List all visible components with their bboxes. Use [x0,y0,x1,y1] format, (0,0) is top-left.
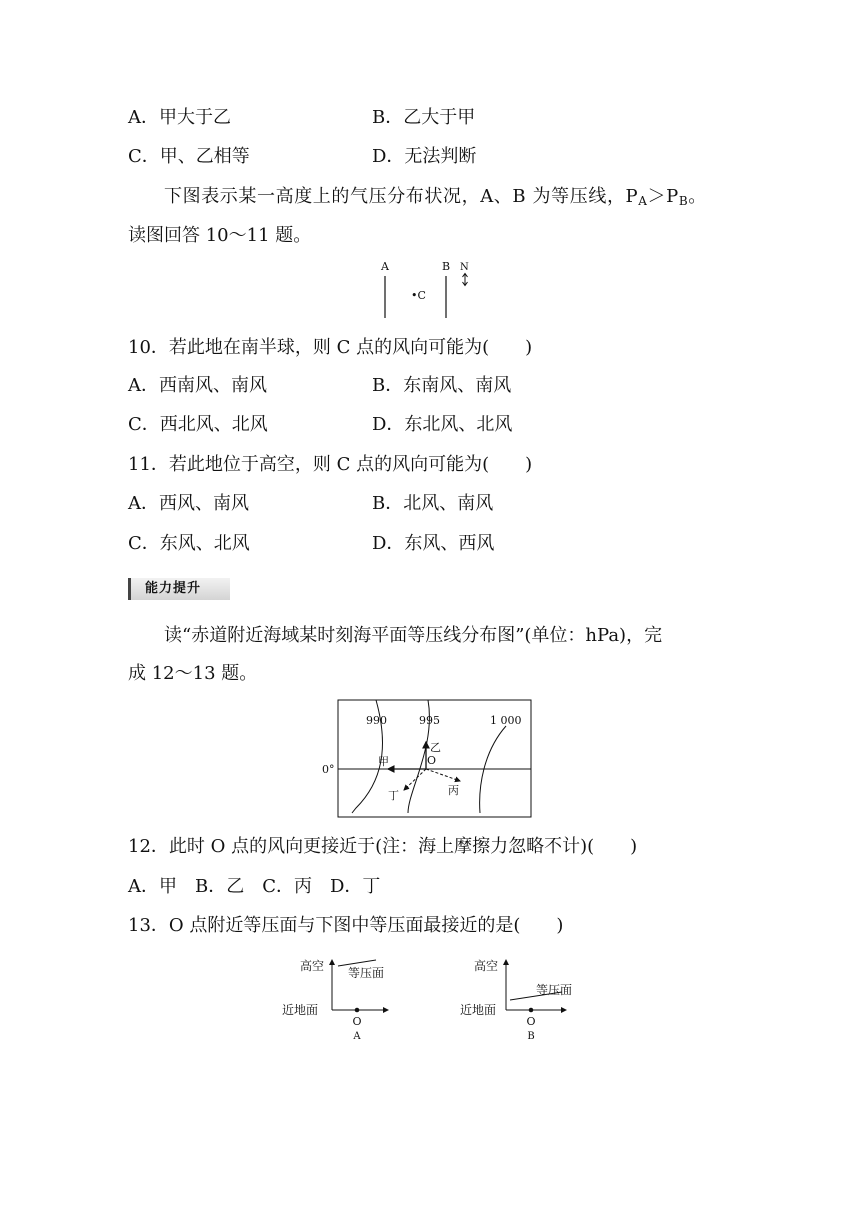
fig3b-point-o [529,1008,534,1013]
fig1-label-a: A [381,260,389,273]
fig1-label-b: B [442,260,451,273]
fig3b-caption: B [527,1031,535,1042]
isobar-label-990: 990 [366,714,387,727]
arrow-ding [404,769,426,790]
q11-option-a: A．西风、南风 [128,493,249,514]
fig1-point-c: •C [411,289,426,302]
isobar-label-995: 995 [419,714,440,727]
fig3b-jindimian: 近地面 [460,1003,497,1017]
intro1-end: 。 [688,186,707,207]
q13-stem: 13．O 点附近等压面与下图中等压面最接近的是( ) [128,915,564,936]
q9-option-a: A．甲大于乙 [128,107,231,128]
north-arrow-icon [463,274,468,286]
intro-paragraph-2: 读“赤道附近海域某时刻海平面等压线分布图”(单位：hPa)，完 [164,625,663,646]
fig3a-jindimian: 近地面 [282,1003,319,1017]
isobar-figure-1 [370,256,480,322]
q9-option-b: B．乙大于甲 [372,107,476,128]
intro-paragraph-1 [164,185,707,213]
label-ding: 丁 [388,789,399,802]
q10-stem: 10．若此地在南半球，则 C 点的风向可能为( ) [128,337,533,358]
fig3b-surface-label: 等压面 [535,983,573,997]
q11-option-b: B．北风、南风 [372,493,494,514]
q10-option-c: C．西北风、北风 [128,414,268,435]
fig3a-gaokong: 高空 [300,959,325,973]
label-jia: 甲 [378,755,389,768]
intro-paragraph-1-line2: 读图回答 10～11 题。 [128,225,312,246]
q9-option-d: D．无法判断 [372,146,477,167]
intro1-compare: ＞P [647,186,679,207]
label-yi: 乙 [430,741,441,754]
intro-paragraph-2-line2: 成 12～13 题。 [128,663,258,684]
isobar-map-figure-2 [318,696,538,822]
label-bing: 丙 [448,784,459,797]
q12-stem: 12．此时 O 点的风向更接近于(注：海上摩擦力忽略不计)( ) [128,836,638,857]
q10-option-d: D．东北风、北风 [372,414,513,435]
fig3a-caption: A [353,1031,361,1042]
fig3a-surface-label: 等压面 [347,966,385,980]
fig1-north-label: N [460,262,469,273]
q9-option-c: C．甲、乙相等 [128,146,250,167]
label-o: O [427,754,437,767]
section-badge: 能力提升 [128,578,230,600]
fig3b-gaokong: 高空 [474,959,499,973]
fig3a-o-label: O [352,1015,362,1028]
isobaric-surface-figure-a [280,950,400,1044]
fig3a-point-o [355,1008,360,1013]
equator-label: 0° [322,763,335,776]
arrow-bing [426,769,460,781]
fig3b-o-label: O [526,1015,536,1028]
isobaric-surface-figure-b [458,950,584,1044]
q12-options: A．甲 B．乙 C．丙 D．丁 [128,876,381,897]
q11-stem: 11．若此地位于高空，则 C 点的风向可能为( ) [128,454,533,475]
intro1-subscript-a: A [638,194,648,208]
intro1-subscript-b: B [678,194,689,208]
q11-option-d: D．东风、西风 [372,533,495,554]
intro1-text: 下图表示某一高度上的气压分布状况，A、B 为等压线，P [164,186,639,207]
q10-option-a: A．西南风、南风 [128,375,267,396]
isobar-label-1000: 1 000 [490,714,522,727]
q11-option-c: C．东风、北风 [128,533,250,554]
q10-option-b: B．东南风、南风 [372,375,512,396]
